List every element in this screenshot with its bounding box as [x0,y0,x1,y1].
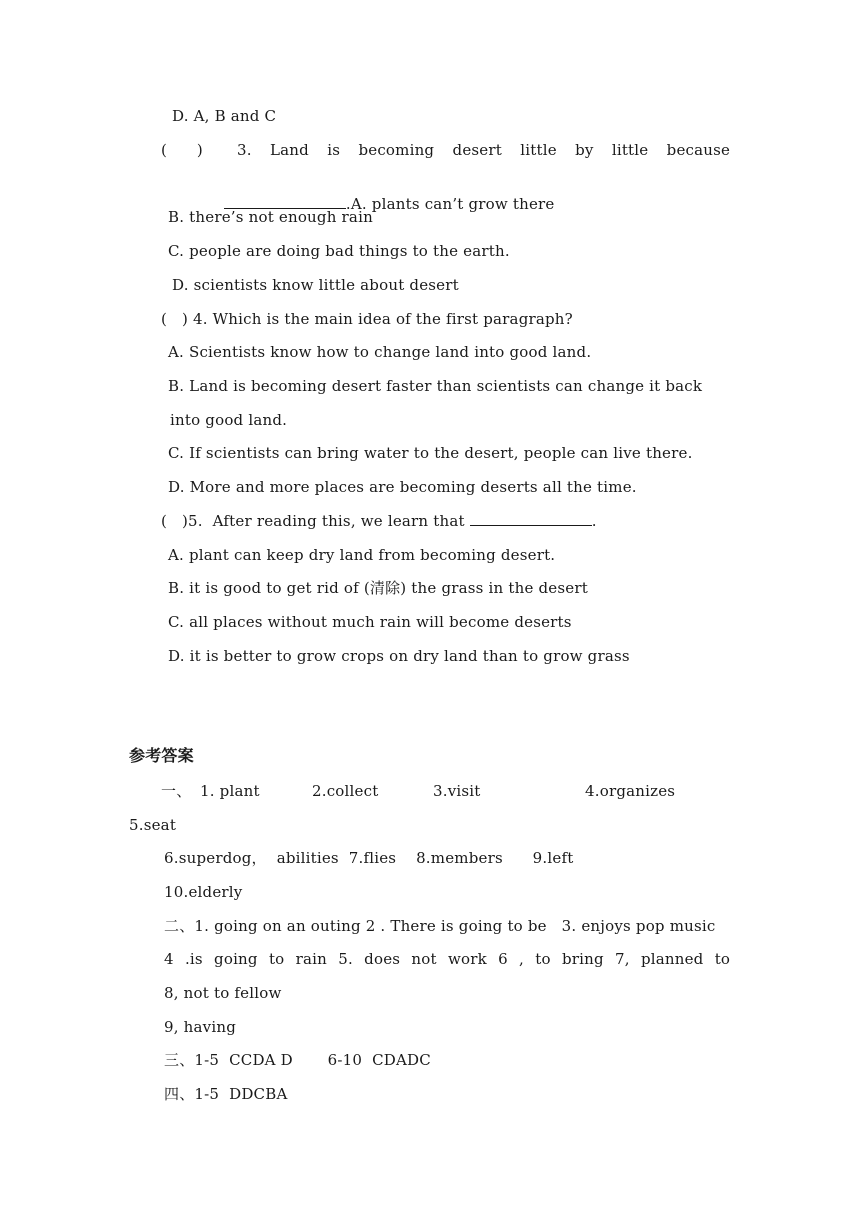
answers-section1-line4: 10.elderly [164,883,243,901]
q3-stem [237,140,730,160]
q4-option-a: A. Scientists know how to change land into good land. [168,343,592,361]
q3-option-a: .A. plants can’t grow there [345,195,555,213]
answers-section2-line3: 8, not to fellow [164,984,282,1002]
answers-section2-line1: 二、1. going on an outing 2 . There is going to be 3. enjoys pop music [164,917,716,935]
answers-section2-word: not [411,950,437,968]
answers-section1-label: 一、 [161,782,192,800]
q5-stem-line [161,511,597,531]
q3-option-b: B. there’s not enough rain [168,208,373,226]
q4-option-c: C. If scientists can bring water to the desert, people can live there. [168,444,693,462]
answers-section2-word: 4 .is [164,950,203,968]
q4-option-b-line2: into good land. [170,411,288,429]
q3-option-c: C. people are doing bad things to the earth. [168,242,510,260]
q5-option-d: D. it is better to grow crops on dry land than to grow grass [168,647,630,665]
answers-section1-line3: 6.superdog， abilities 7.flies 8.members 9.left [164,849,574,867]
answers-section1-item-4: 4.organizes [585,782,676,800]
q3-stem-word: Land [270,141,309,159]
answers-section2-word: to [714,950,731,968]
answers-section2-word: to [535,950,551,968]
answers-section2-word: 5. [338,950,353,968]
q3-stem-word: becoming [358,141,435,159]
q3-stem-word: little [520,141,557,159]
q2-option-d: D. A, B and C [172,107,277,125]
q5-option-c: C. all places without much rain will become deserts [168,613,572,631]
answers-section2-word: rain [295,950,328,968]
q3-option-d: D. scientists know little about desert [172,276,459,294]
q4-option-d: D. More and more places are becoming deserts all the time. [168,478,637,496]
q3-stem-word: desert [452,141,502,159]
answers-section1-item-1: 1. plant [200,782,260,800]
q5-option-a: A. plant can keep dry land from becoming desert. [168,546,556,564]
q4-stem: ( ) 4. Which is the main idea of the first paragraph? [161,310,573,328]
q3-stem-word: by [575,141,594,159]
q5-stem-end: . [591,512,597,530]
q3-stem-word: 3. [237,141,252,159]
answers-section4: 四、1-5 DDCBA [164,1085,288,1103]
q3-stem-word: because [666,141,731,159]
answers-section2-word: going [214,950,258,968]
q3-answer-paren[interactable]: ( ) [161,141,203,159]
q5-option-b: B. it is good to get rid of (清除) the grass in the desert [168,579,588,597]
answers-section2-word: 7, [615,950,630,968]
answers-section3: 三、1-5 CCDA D 6-10 CDADC [164,1051,431,1069]
q4-option-b-line1: B. Land is becoming desert faster than scientists can change it back [168,377,703,395]
answers-section1-line2: 5.seat [129,816,177,834]
q5-stem: ( )5. After reading this, we learn that [161,512,465,530]
answers-section2-line4: 9, having [164,1018,237,1036]
q3-stem-word: little [611,141,649,159]
answers-section2-word: planned [640,950,704,968]
answers-section2-word: to [268,950,285,968]
answers-section2-word: work [447,950,487,968]
answers-section2-word: bring [561,950,604,968]
answers-heading: 参考答案 [129,746,194,765]
q3-stem-word: is [327,141,341,159]
answers-section1-item-3: 3.visit [433,782,481,800]
answers-section1-item-2: 2.collect [312,782,379,800]
answers-section2-word: 6 , [498,950,525,968]
answers-section2-line2 [164,949,730,969]
answers-section2-word: does [364,950,401,968]
q5-answer-blank[interactable] [470,511,592,526]
